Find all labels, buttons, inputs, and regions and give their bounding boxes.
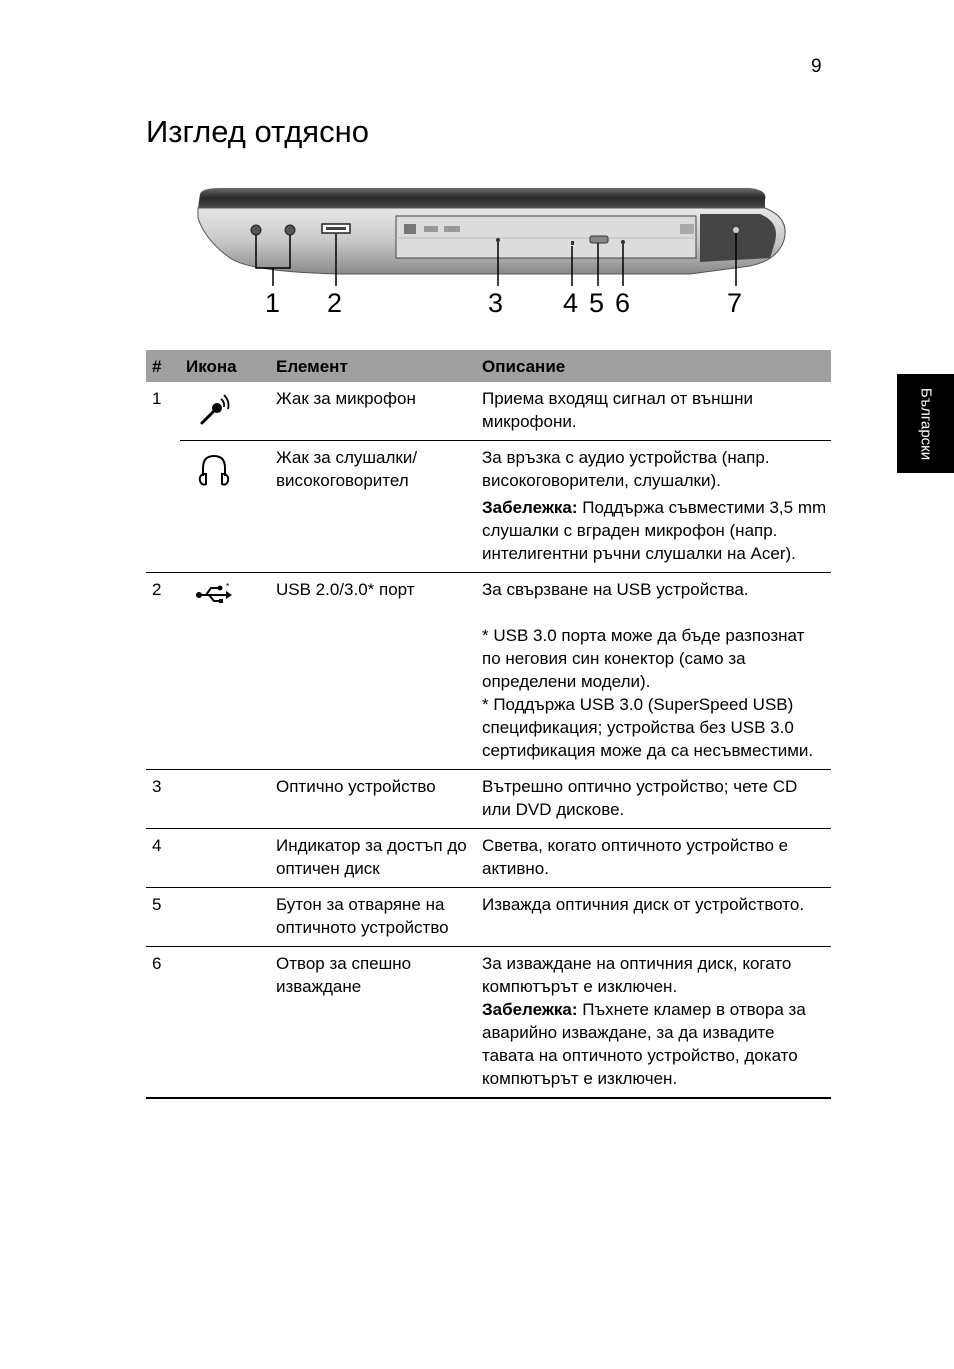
row-num: 4 — [146, 829, 180, 888]
row-description-cell — [476, 947, 831, 1099]
row-icon-cell — [180, 441, 270, 573]
row-icon-cell — [180, 829, 270, 888]
row-num: 2 — [146, 573, 180, 770]
table-row — [146, 888, 831, 947]
callout-4: 4 — [563, 288, 579, 318]
row-note — [482, 496, 827, 565]
row-icon-cell — [180, 947, 270, 1099]
svg-text:*: * — [226, 582, 230, 591]
table-row — [146, 573, 831, 770]
row-element: Жак за микрофон — [276, 389, 416, 408]
usb-icon — [194, 582, 234, 606]
row-description: Вътрешно оптично устройство; чете CD или DVD дискове. — [476, 770, 831, 829]
callout-1: 1 — [265, 288, 281, 318]
header-element: Елемент — [270, 350, 476, 382]
table-row — [146, 770, 831, 829]
note-text: Пъхнете кламер в отвора за аварийно изваждане, за да извадите тавата на оптичното устройство, докато компютърът е изключен. — [482, 1000, 806, 1088]
row-description: Приема входящ сигнал от външни микрофони. — [482, 389, 754, 431]
row-description: За свързване на USB устройства. — [482, 580, 749, 599]
language-tab-label: Български — [917, 387, 934, 460]
header-num: # — [146, 350, 180, 382]
page-number: 9 — [811, 56, 822, 77]
row-footnote: * USB 3.0 порта може да бъде разпознат по неговия син конектор (само за определени модели). — [482, 626, 805, 691]
header-description: Описание — [476, 350, 831, 382]
callout-5: 5 — [589, 288, 605, 318]
note-text: Поддържа съвместими 3,5 mm слушалки с вграден микрофон (напр. интелигентни ръчни слушалки на Acer). — [482, 498, 827, 563]
callout-6: 6 — [615, 288, 631, 318]
row-element: Жак за слушалки/ високоговорител — [270, 441, 476, 573]
header-icon: Икона — [180, 350, 270, 382]
note-label: Забележка: — [482, 498, 578, 517]
table-row — [146, 441, 831, 573]
callout-2: 2 — [327, 288, 343, 318]
row-element: USB 2.0/3.0* порт — [270, 573, 476, 770]
row-description: Изважда оптичния диск от устройството. — [476, 888, 831, 947]
table-row — [146, 947, 831, 1099]
row-description: За връзка с аудио устройства (напр. високоговорители, слушалки). — [482, 448, 770, 490]
headphones-icon — [194, 450, 234, 490]
microphone-icon — [194, 391, 234, 431]
row-element: Бутон за отваряне на оптичното устройство — [270, 888, 476, 947]
callout-3: 3 — [488, 288, 504, 318]
row-num: 5 — [146, 888, 180, 947]
row-description-cell — [476, 573, 831, 770]
row-description-cell — [476, 441, 831, 573]
row-num: 3 — [146, 770, 180, 829]
row-note — [482, 998, 827, 1090]
row-icon-cell — [180, 770, 270, 829]
row-description: Светва, когато оптичното устройство е активно. — [476, 829, 831, 888]
page-title: Изглед отдясно — [146, 114, 369, 149]
note-label: Забележка: — [482, 1000, 578, 1019]
table-row — [146, 382, 831, 441]
ports-table — [146, 350, 831, 1099]
row-num — [146, 441, 180, 573]
row-icon-cell — [180, 573, 270, 770]
row-num: 1 — [152, 389, 162, 408]
table-header-row — [146, 350, 831, 382]
language-tab[interactable] — [897, 374, 954, 473]
row-element: Оптично устройство — [270, 770, 476, 829]
row-icon-cell — [180, 888, 270, 947]
table-row — [146, 829, 831, 888]
row-element: Индикатор за достъп до оптичен диск — [270, 829, 476, 888]
row-element: Отвор за спешно изваждане — [270, 947, 476, 1099]
row-footnote: * Поддържа USB 3.0 (SuperSpeed USB) спецификация; устройства без USB 3.0 сертификация може да са несъвместими. — [482, 695, 814, 760]
callout-7: 7 — [727, 288, 743, 318]
row-icon-cell — [180, 382, 270, 441]
row-num: 6 — [146, 947, 180, 1099]
row-description: За изваждане на оптичния диск, когато компютърът е изключен. — [482, 954, 792, 996]
